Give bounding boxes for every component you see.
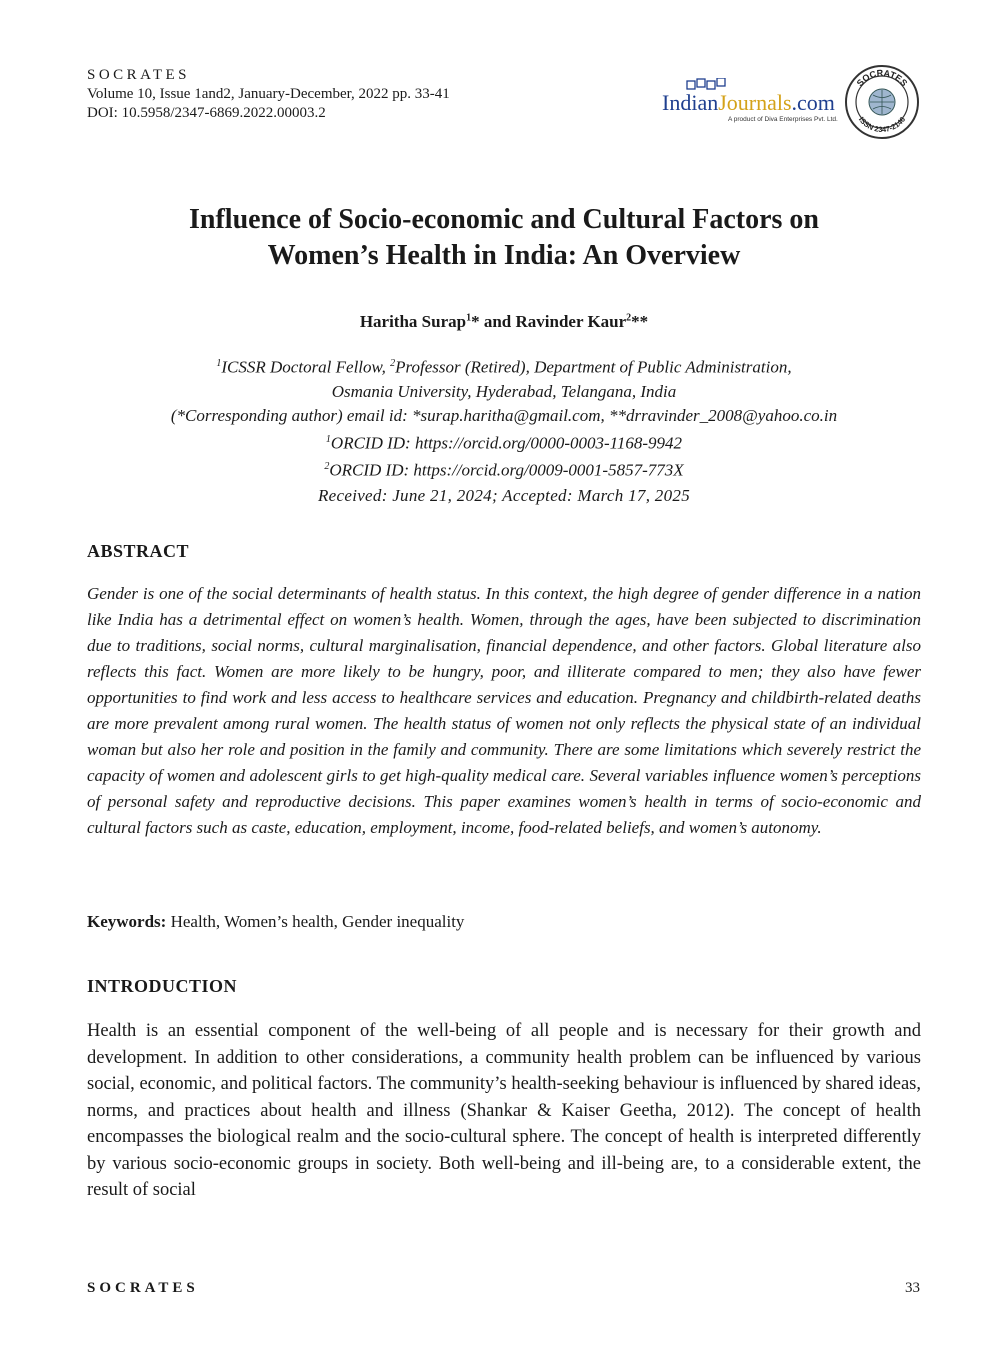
header-block [87,66,450,123]
publisher-logos [662,64,922,142]
orcid-2[interactable]: $^2$ORCID ID: https://orcid.org/0009-0001-5857-773X [324,460,684,480]
authors: Haritha Surap$^1$* and Ravinder Kaur$^2$** [359,312,649,331]
title-line-2: Women’s Health in India: An Overview [267,240,741,271]
introduction-heading: INTRODUCTION [87,976,238,996]
logo-tagline: A product of Diva Enterprises Pvt. Ltd. [728,116,838,123]
affiliations [0,352,1008,483]
keywords: Keywords: Health, Women’s health, Gender inequality [87,912,465,931]
affiliation-line-1: $^1$ICSSR Doctoral Fellow, $^2$Professor (Retired), Department of Public Administration, [216,357,792,377]
page-number: 33 [905,1280,920,1296]
indianjournals-logo[interactable] [662,78,838,126]
socrates-seal [844,64,920,140]
seal-bottom-text: ISSN 2347-2146 [856,115,908,135]
abstract-body: Gender is one of the social determinants of health status. In this context, the high degree of gender difference in a nation like India has a detrimental effect on women’s health. Women, through the ages, have been subjected to discrimination due to traditions, social norms, cultural marginalisation, financial dependence, and other factors. Global literature also reflects this fact. Women are more likely to be hungry, poor, and illiterate compared to men; they also have fewer opportunities to find work and less access to healthcare services and education. Pregnancy and childbirth-related deaths are more prevalent among rural women. The health status of women not only reflects the physical state of an individual woman but also her role and position in the family and community. There are some limitations which severely restrict the capacity of women and adolescent girls to get high-quality medical care. Several variables influence women’s perceptions of personal safety and reproductive decisions. This paper examines women’s health in terms of socio-economic and cultural factors such as caste, education, employment, income, food-related beliefs, and women’s autonomy. [87,584,921,837]
corresponding-email[interactable]: (*Corresponding author) email id: *surap.haritha@gmail.com, **drravinder_2008@yahoo.co.in [170,405,838,425]
footer-journal: SOCRATES [87,1280,199,1296]
received-dates: Received: June 21, 2024; Accepted: March 17, 2025 [317,486,691,505]
journal-name: SOCRATES [87,67,191,83]
title-line-1: Influence of Socio-economic and Cultural Factors on [189,204,819,235]
introduction-body: Health is an essential component of the well-being of all people and is necessary for their growth and development. In addition to other considerations, a community health problem can be influenced by various social, economic, and political factors. The community’s health-seeking behaviour is influenced by shared ideas, norms, and practices about health and illness (Shankar & Kaiser Geetha, 2012). The concept of health encompasses the biological realm and the socio-cultural sphere. The concept of health is interpreted differently by various socio-economic groups in society. Both well-being and ill-being are, to a considerable extent, the result of social [87,1021,921,1200]
paper-title [0,202,1008,274]
affiliation-line-2: Osmania University, Hyderabad, Telangana, India [331,381,677,401]
volume-info: Volume 10, Issue 1and2, January-December, 2022 pp. 33-41 [87,86,450,102]
seal-top-text: SOCRATES [854,67,910,89]
logo-wordmark: IndianJournals.com [662,90,835,115]
abstract-heading: ABSTRACT [87,541,190,561]
doi[interactable]: DOI: 10.5958/2347-6869.2022.00003.2 [87,105,326,121]
orcid-1[interactable]: $^1$ORCID ID: https://orcid.org/0000-0003-1168-9942 [325,433,683,453]
